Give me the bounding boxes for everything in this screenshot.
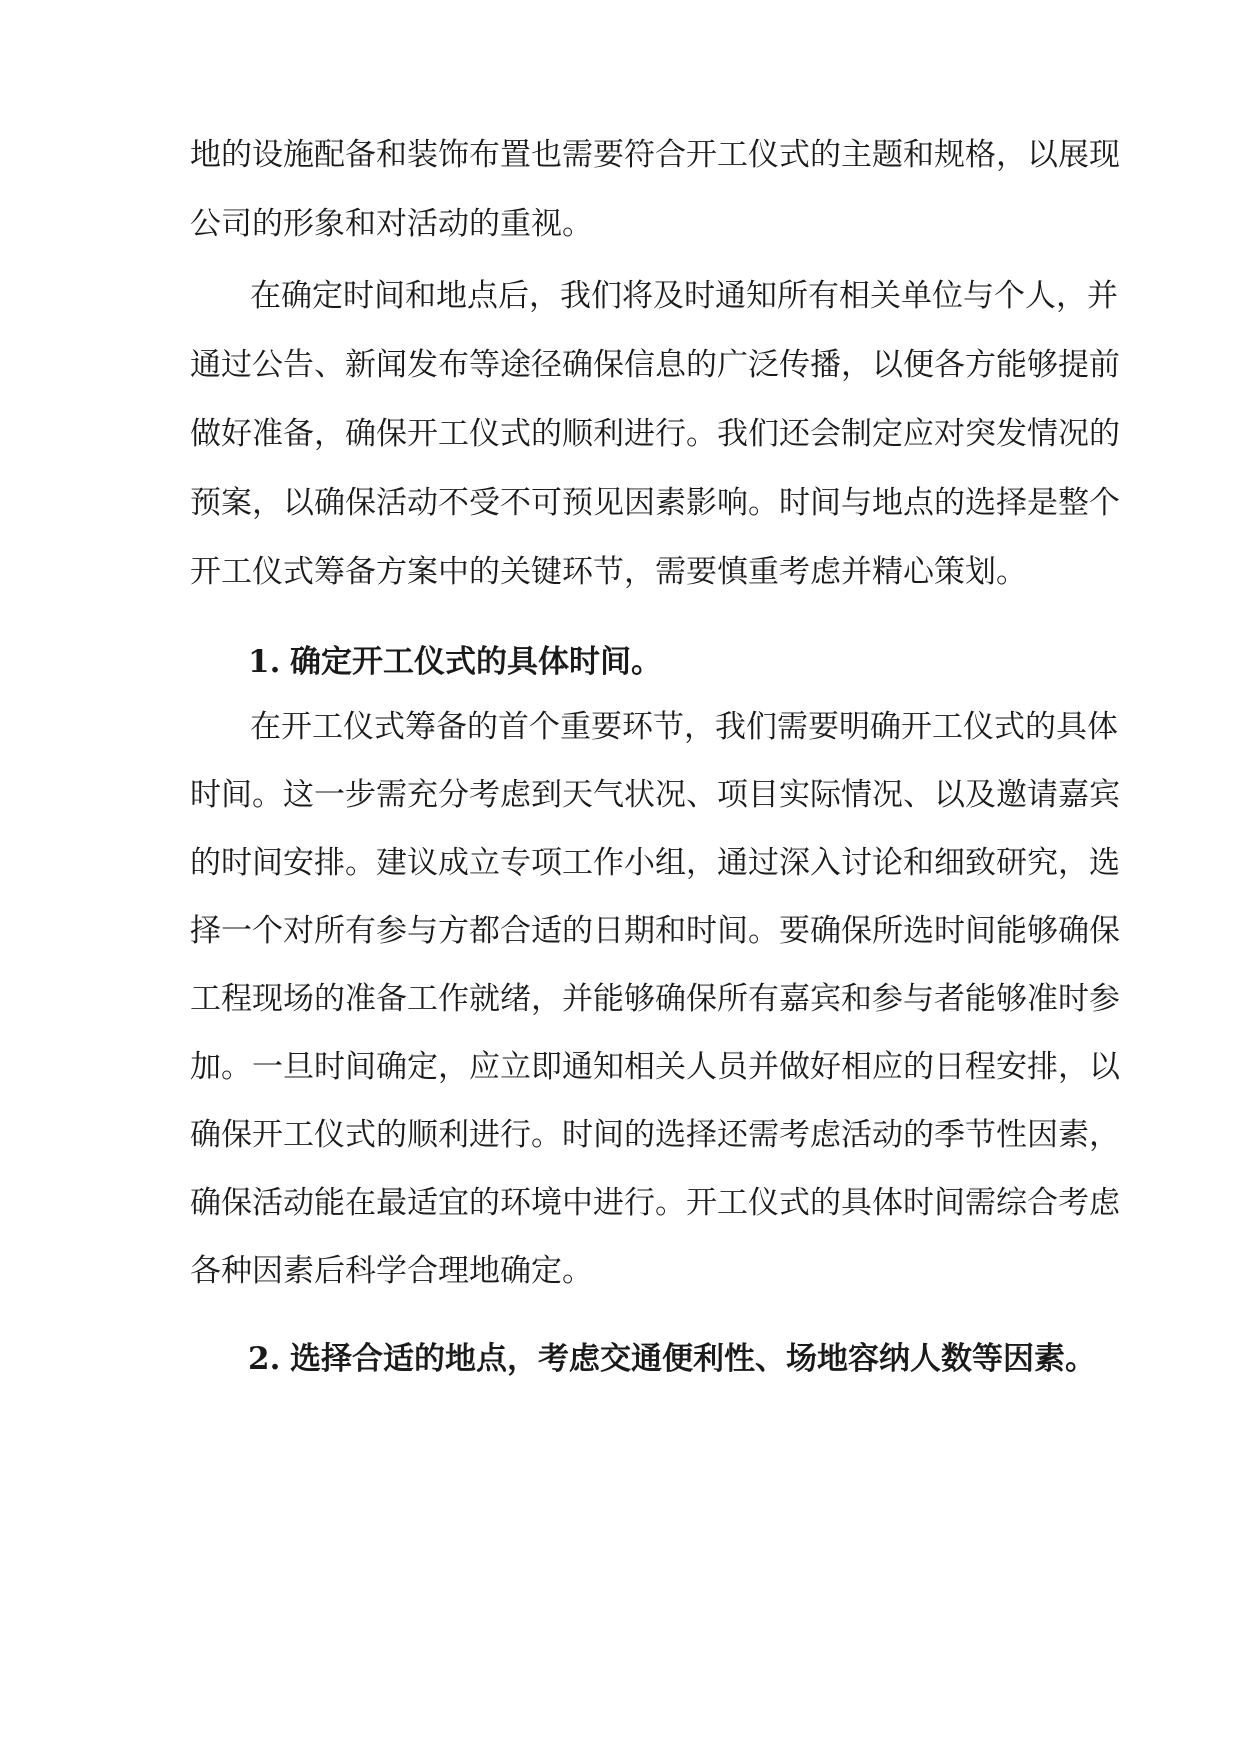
paragraph-line: 的时间安排。建议成立专项工作小组，通过深入讨论和细致研究，选 xyxy=(190,845,1120,881)
heading-text: 确定开工仪式的具体时间。 xyxy=(290,644,662,680)
paragraph-line: 做好准备，确保开工仪式的顺利进行。我们还会制定应对突发情况的 xyxy=(190,416,1120,452)
paragraph-line: 确保活动能在最适宜的环境中进行。开工仪式的具体时间需综合考虑 xyxy=(190,1185,1120,1221)
paragraph-line: 开工仪式筹备方案中的关键环节，需要慎重考虑并精心策划。 xyxy=(190,554,1027,590)
paragraph-line: 通过公告、新闻发布等途径确保信息的广泛传播，以便各方能够提前 xyxy=(190,347,1120,383)
paragraph-line: 地的设施配备和装饰布置也需要符合开工仪式的主题和规格，以展现 xyxy=(190,137,1120,173)
paragraph-line: 确保开工仪式的顺利进行。时间的选择还需考虑活动的季节性因素， xyxy=(190,1117,1120,1153)
heading-number: 2. xyxy=(248,1341,281,1377)
paragraph-line: 工程现场的准备工作就绪，并能够确保所有嘉宾和参与者能够准时参 xyxy=(190,981,1120,1017)
section-heading xyxy=(248,1339,1096,1379)
paragraph-line: 各种因素后科学合理地确定。 xyxy=(190,1253,593,1289)
paragraph-line: 加。一旦时间确定，应立即通知相关人员并做好相应的日程安排，以 xyxy=(190,1049,1120,1085)
paragraph-line: 在开工仪式筹备的首个重要环节，我们需要明确开工仪式的具体 xyxy=(250,709,1118,745)
paragraph-line: 时间。这一步需充分考虑到天气状况、项目实际情况、以及邀请嘉宾 xyxy=(190,777,1120,813)
heading-number: 1. xyxy=(248,644,281,680)
paragraph-line: 在确定时间和地点后，我们将及时通知所有相关单位与个人，并 xyxy=(250,278,1118,314)
heading-text: 选择合适的地点，考虑交通便利性、场地容纳人数等因素。 xyxy=(290,1341,1096,1377)
paragraph-line: 预案，以确保活动不受不可预见因素影响。时间与地点的选择是整个 xyxy=(190,485,1120,521)
paragraph-line: 择一个对所有参与方都合适的日期和时间。要确保所选时间能够确保 xyxy=(190,913,1120,949)
paragraph-line: 公司的形象和对活动的重视。 xyxy=(190,206,593,242)
section-heading xyxy=(248,642,662,682)
